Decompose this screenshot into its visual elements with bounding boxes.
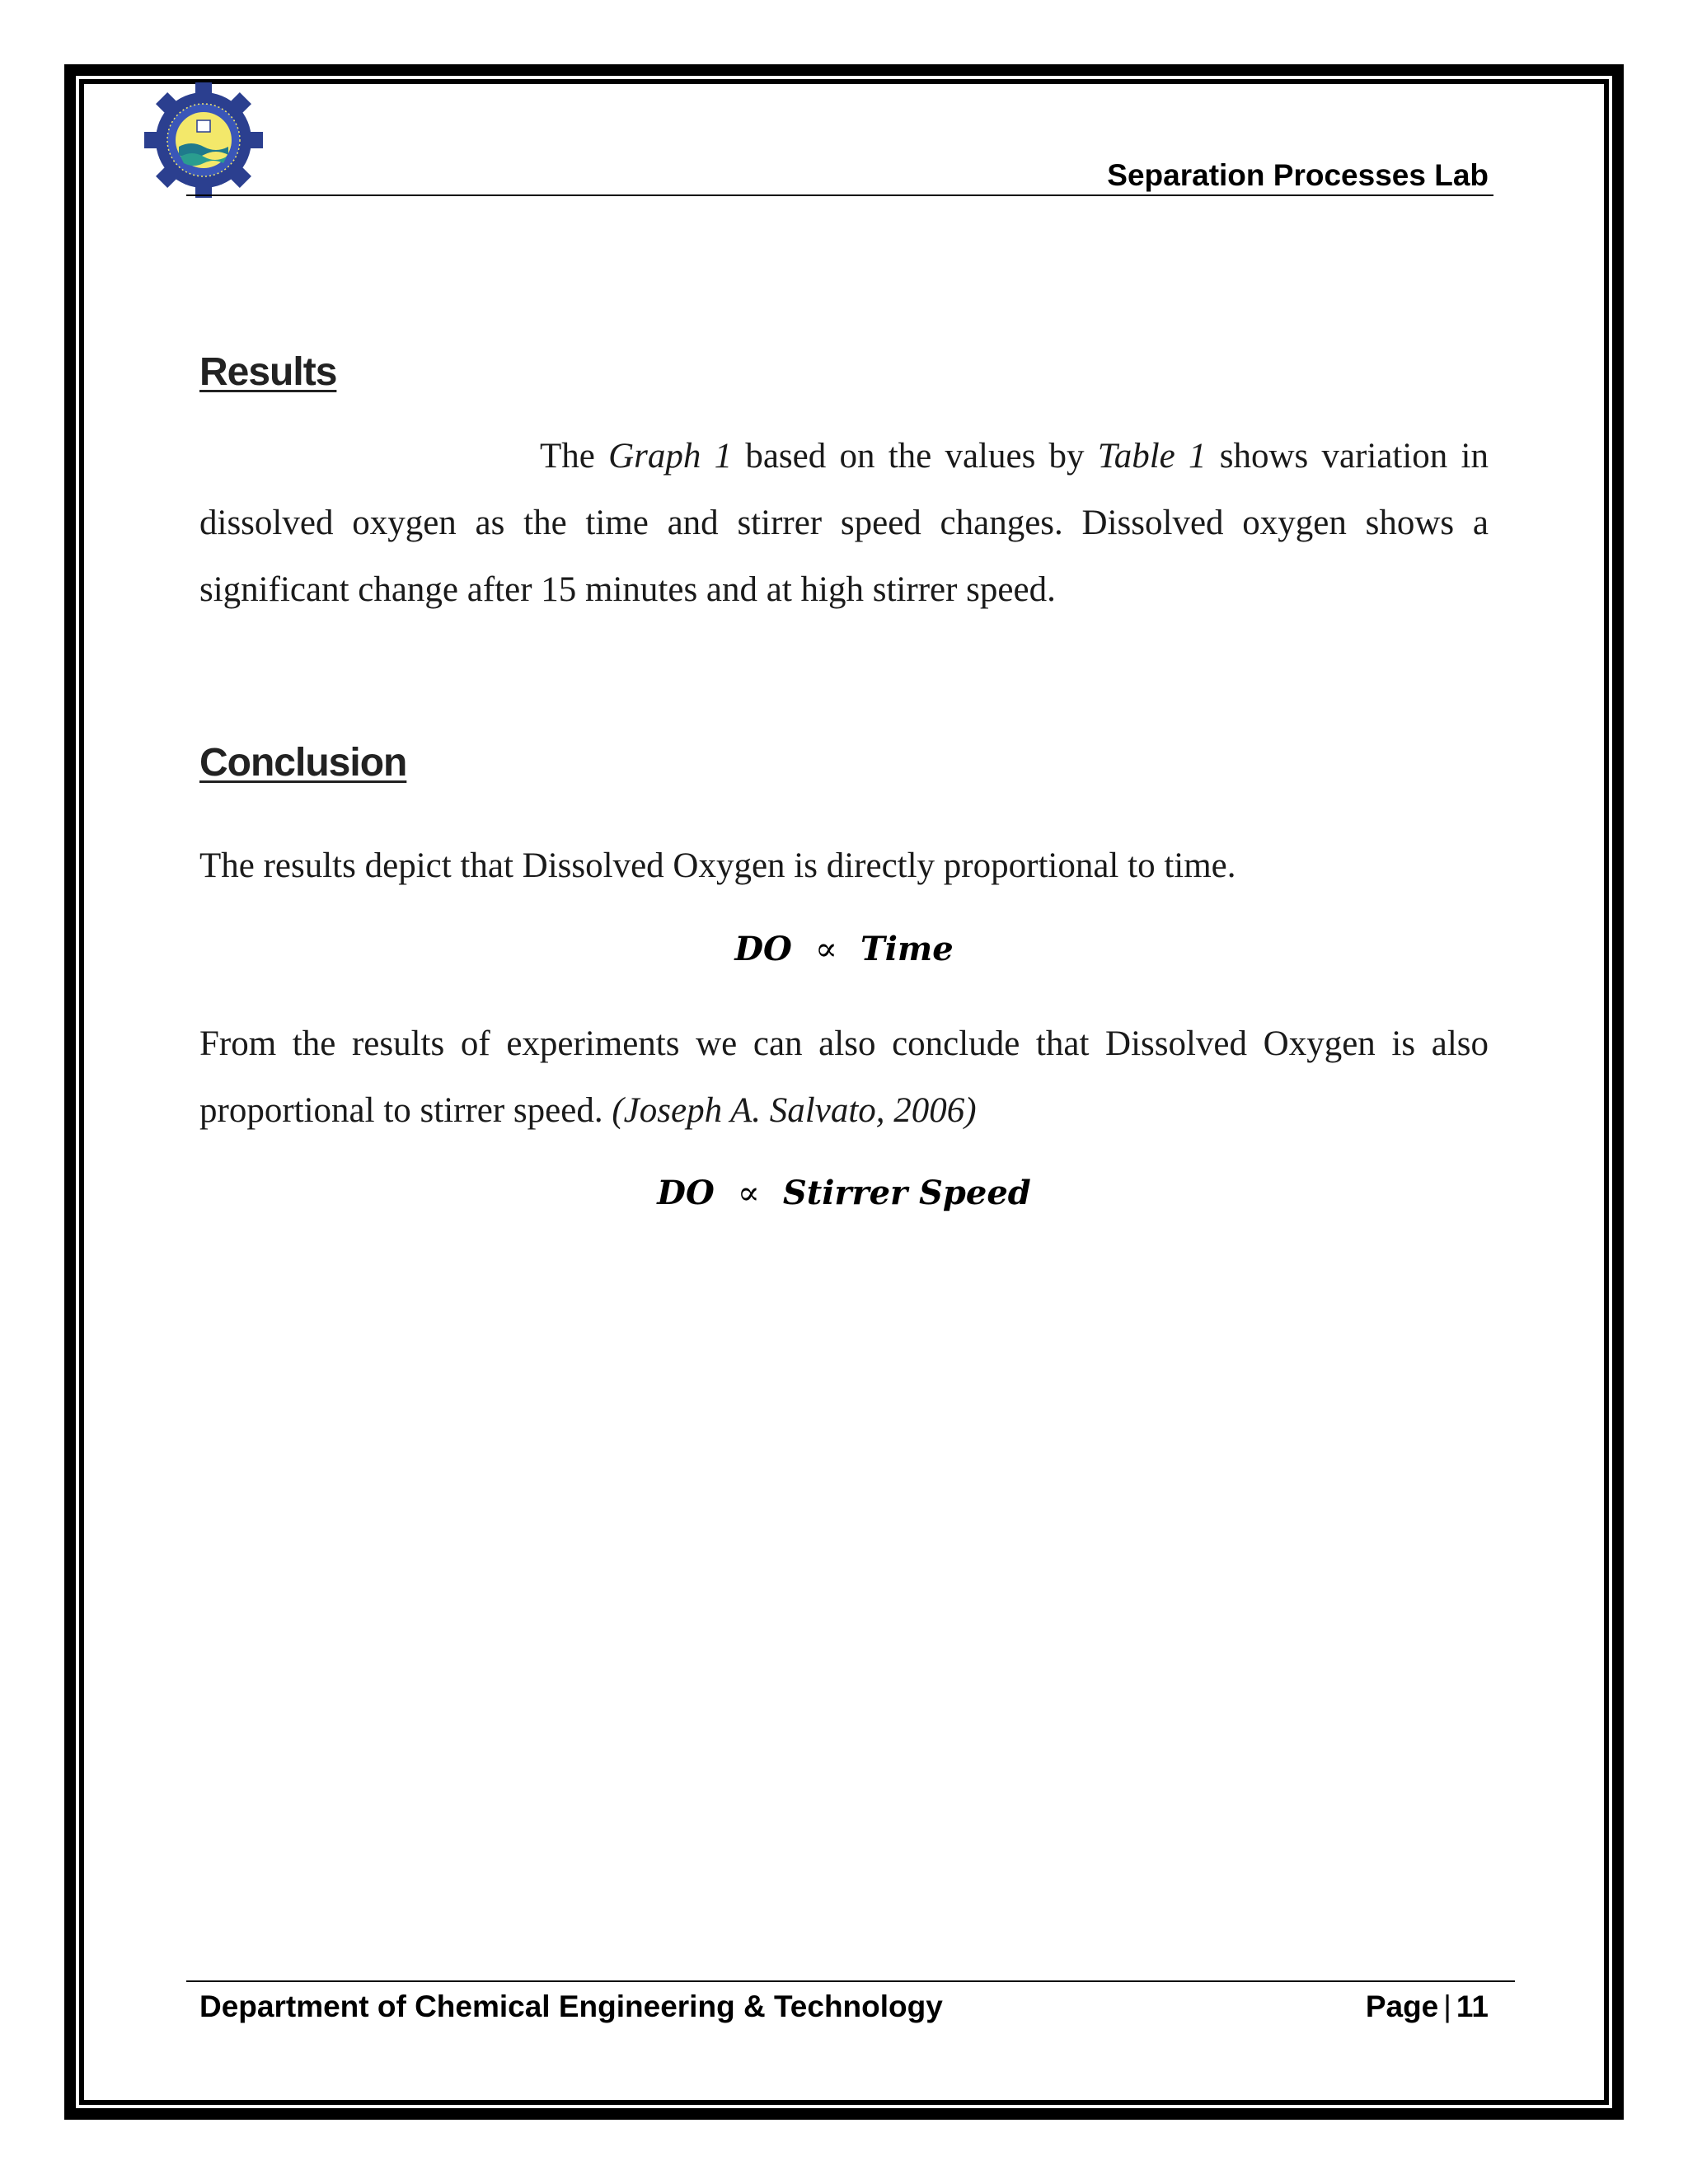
equation-do-time [199,930,1489,968]
conclusion-paragraph-1: The results depict that Dissolved Oxygen is directly proportional to time. [199,846,1236,885]
page-number: 11 [1456,1990,1489,2023]
proportional-symbol: ∝ [737,1174,760,1212]
results-paragraph [199,423,1489,623]
proportional-symbol: ∝ [814,930,837,968]
conclusion-paragraph-2 [199,1010,1489,1144]
equation-lhs: DO [734,930,792,968]
header-title: Separation Processes Lab [1107,158,1489,192]
page-separator: | [1443,1990,1451,2023]
footer-divider [186,1980,1515,1982]
page-label: Page [1365,1990,1439,2023]
results-heading: Results [199,350,337,394]
citation: (Joseph A. Salvato, 2006) [612,1091,977,1130]
footer-department: Department of Chemical Engineering & Technology [199,1990,943,2023]
conclusion-heading: Conclusion [199,741,407,785]
conclusion-text: From the results of experiments we can also conclude that Dissolved Oxygen is also proportional to stirrer speed. [199,1024,1489,1130]
table-reference: Table 1 [1097,437,1207,476]
results-text-c: shows variation in dissolved oxygen as the time and stirrer speed changes. Dissolved oxygen shows a significant change after 15 minutes and at high stirrer speed. [199,437,1489,609]
header-divider [186,194,1493,196]
equation-rhs: Time [860,930,954,968]
university-gear-seal-icon [142,82,265,198]
results-text-a: The [540,437,609,476]
equation-lhs: DO [657,1174,715,1212]
results-text-b: based on the values by [732,437,1098,476]
footer-page-number [1366,1990,1489,2024]
graph-reference: Graph 1 [608,437,733,476]
equation-rhs: Stirrer Speed [782,1174,1031,1212]
equation-do-stirrer-speed [199,1174,1489,1212]
